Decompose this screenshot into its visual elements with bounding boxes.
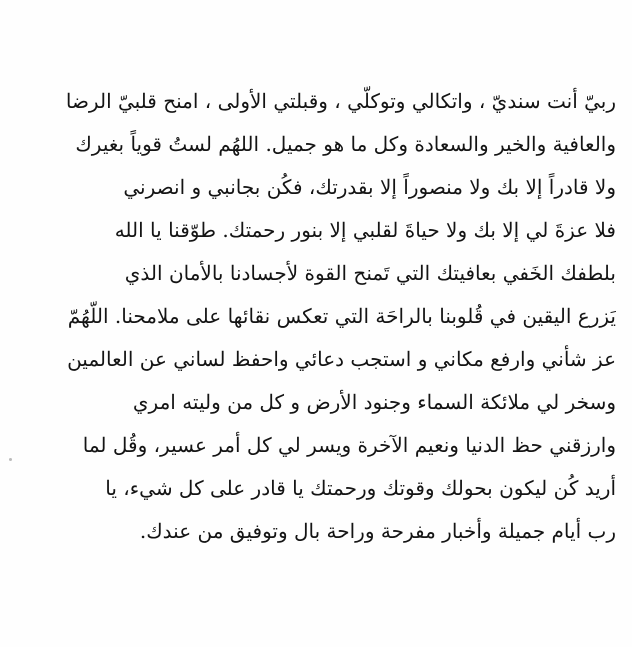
text-line-9: وارزقني حظ الدنيا ونعيم الآخرة ويسر لي كل أمر عسير، وقُل لما	[82, 433, 616, 457]
text-line-1: ربيّ أنت سنديّ ، واتكالي وتوكلّي ، وقبلتي الأولى ، امنح قلبيّ الرضا	[65, 89, 616, 113]
text-line-11: رب أيام جميلة وأخبار مفرحة وراحة بال وتوفيق من عندك.	[139, 519, 616, 543]
text-line-5: بلطفك الخَفي بعافيتك التي تَمنح القوة لأجسادنا بالأمان الذي	[124, 261, 616, 285]
text-line-3: ولا قادراً إلا بك ولا منصوراً إلا بقدرتك، فكُن بجانبي و انصرني	[123, 175, 616, 199]
text-line-6: يَزرع اليقين في قُلوبنا بالراحَة التي تعكس نقائها على ملامحنا. اللّهُمّ	[67, 304, 616, 328]
text-line-7: عز شأني وارفع مكاني و استجب دعائي واحفظ لساني عن العالمين	[67, 347, 616, 371]
text-line-8: وسخر لي ملائكة السماء وجنود الأرض و كل من وليته امري	[132, 390, 616, 414]
dust-speck	[9, 458, 12, 461]
supplication-text	[44, 80, 616, 553]
text-line-10: أريد كُن ليكون بحولك وقوتك ورحمتك يا قادر على كل شيء، يا	[105, 476, 616, 500]
text-line-4: فلا عزةَ لي إلا بك ولا حياةَ لقلبي إلا بنور رحمتك. طوّقنا يا الله	[114, 218, 616, 242]
text-line-2: والعافية والخير والسعادة وكل ما هو جميل. اللهُم لستُ قوياً بغيرك	[75, 132, 616, 156]
